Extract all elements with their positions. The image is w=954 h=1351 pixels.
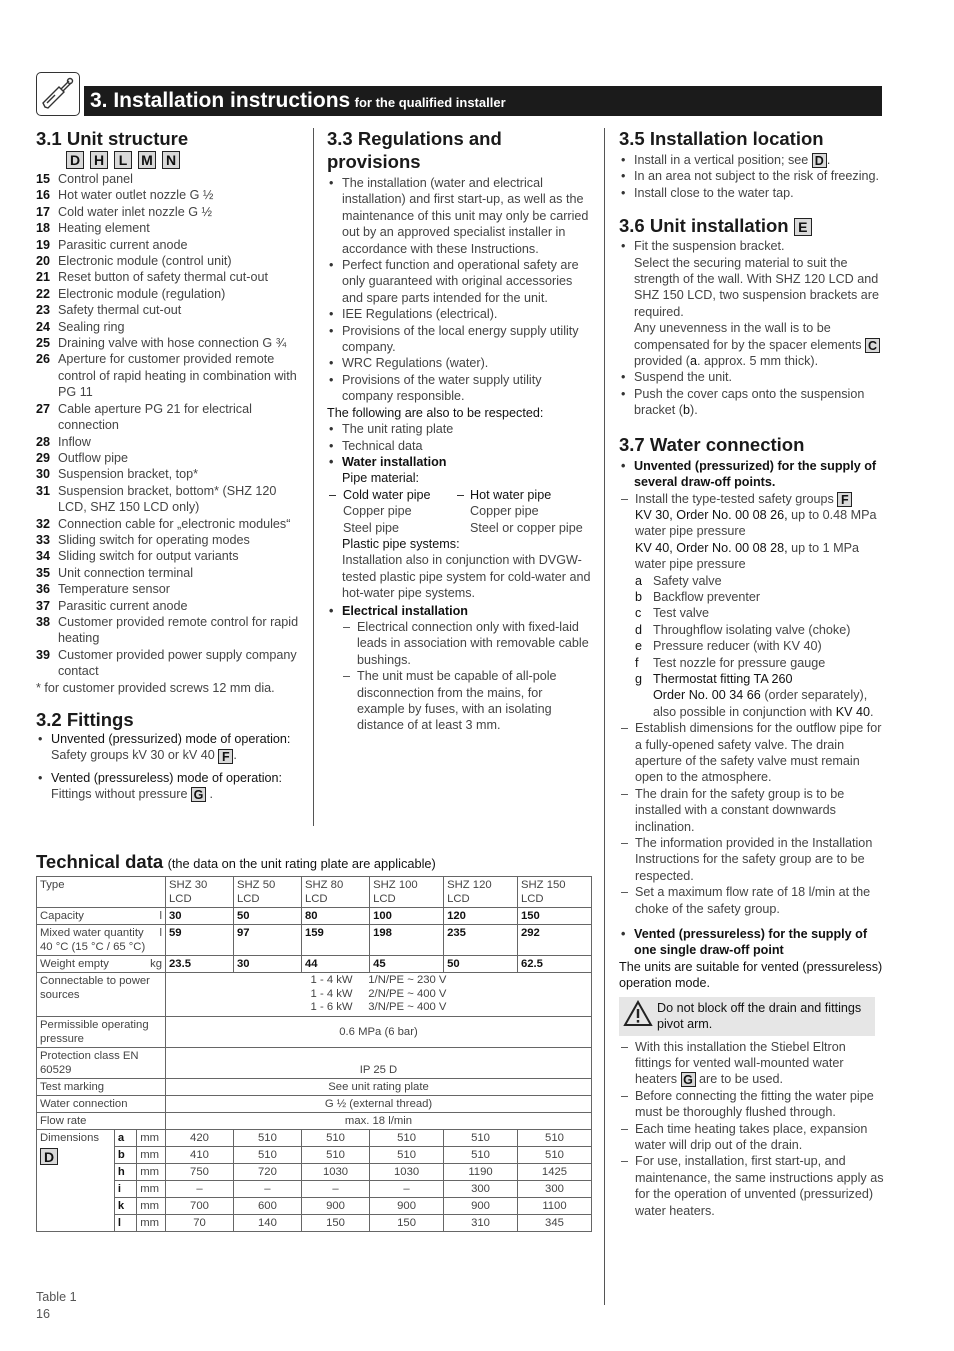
- warning-box: [619, 997, 875, 1036]
- figure-tag: L: [114, 151, 132, 169]
- list-item: • The unit rating plate: [327, 421, 592, 437]
- cold-water-heading: Cold water pipe: [343, 487, 431, 502]
- table-row: Permissible operating pressure 0.6 MPa (6 bar): [37, 1016, 592, 1047]
- section-3-3: [327, 127, 592, 734]
- electrical-dash-list: [327, 619, 592, 734]
- list-item: • WRC Regulations (water).: [327, 355, 592, 371]
- list-item: 36 Temperature sensor: [36, 582, 170, 597]
- list-item: – Establish dimensions for the outflow pipe for a fully-opened safety valve. The drain aperture of the safety valve must remain open to the atmosphere.: [619, 720, 884, 786]
- list-item: 25 Draining valve with hose connection G ¾: [36, 336, 287, 351]
- letter-list: a Safety valve b Backflow preventer c Test valve d Throughflow isolating valve (choke) e Pressure reducer (with KV 40) f Test nozzle for pressure gauge g Thermostat fitting TA 260 Order No. 00 34 66 (order separately), also possible in conjunction with KV 40.: [635, 573, 874, 719]
- cold-pipe-1: Copper pipe: [343, 504, 412, 519]
- table-row: i mm – – – – 300 300: [37, 1180, 592, 1197]
- warning-text: Do not block off the drain and fittings pivot arm.: [657, 1000, 862, 1032]
- list-item: 35 Unit connection terminal: [36, 565, 194, 580]
- table-row: Capacity l 30 50 80 100 120 150: [37, 908, 592, 925]
- electrical-list: [327, 603, 592, 619]
- table-row: k mm 700 600 900 900 900 1100: [37, 1197, 592, 1214]
- figure-tag: D: [66, 151, 84, 169]
- figure-tags: [66, 151, 306, 169]
- list-item: – Set a maximum flow rate of 18 l/min at the choke of the safety group.: [619, 884, 884, 917]
- fittings-list: [36, 731, 306, 803]
- page-title: 3. Installation instructions: [90, 89, 351, 112]
- list-item: 23 Safety thermal cut-out: [36, 303, 182, 318]
- list-item: 33 Sliding switch for operating modes: [36, 532, 250, 547]
- respect-list: [327, 421, 592, 470]
- list-item: • Provisions of the water supply utility company responsible.: [327, 372, 592, 405]
- unit-installation-heading: 3.6 Unit installation E: [619, 214, 884, 237]
- page-subtitle: for the qualified installer: [354, 95, 506, 110]
- installation-location-heading: 3.5 Installation location: [619, 128, 824, 149]
- figure-tag: N: [162, 151, 180, 169]
- table-caption: Table 1: [36, 1290, 77, 1304]
- list-item: 30 Suspension bracket, top*: [36, 467, 199, 482]
- list-item: • Electrical installation: [327, 603, 592, 619]
- list-item: • Fit the suspension bracket. Select the securing material to suit the strength of the wall. With SHZ 120 LCD and SHZ 150 LCD, two suspension brackets are required. Any unevenness in the wall is to be compensated for by the spacer elements C provided (a. approx. 5 mm thick).: [619, 238, 884, 369]
- list-item: • Suspend the unit.: [619, 369, 884, 385]
- figure-tag: H: [90, 151, 108, 169]
- table-row: Mixed water quantity 40 °C (15 °C / 65 °C) l 59 97 159 198 235 292: [37, 925, 592, 956]
- plastic-label: Plastic pipe systems:: [342, 536, 460, 551]
- table-row: h mm 750 720 1030 1030 1190 1425: [37, 1163, 592, 1180]
- list-item: 21 Reset button of safety thermal cut-out: [36, 270, 269, 285]
- unit-structure-heading: 3.1 Unit structure: [36, 128, 189, 149]
- water-connection-heading: 3.7 Water connection: [619, 433, 805, 455]
- list-item: – For use, installation, first start-up, and maintenance, the same instructions apply as for the operation of unvented (pressurized) water heaters.: [619, 1153, 884, 1219]
- vented-dash-list: [619, 1039, 884, 1219]
- table-row: Flow rate max. 18 l/min: [37, 1112, 592, 1129]
- list-item: 20 Electronic module (control unit): [36, 254, 232, 269]
- list-item: – Electrical connection only with fixed-laid leads in association with removable cable bushings.: [341, 619, 592, 668]
- figure-tag: G: [681, 1072, 696, 1087]
- list-item: • In an area not subject to the risk of freezing.: [619, 168, 884, 184]
- plastic-text: Installation also in conjunction with DVGW-tested plastic pipe system for cold-water and hot-water pipe systems.: [342, 553, 591, 601]
- list-item: – The unit must be capable of all-pole disconnection from the mains, for example by fuses, with an isolating distance of at least 3 mm.: [341, 668, 592, 734]
- table-row: Dimensions D a mm 420 510 510 510 510 510: [37, 1129, 592, 1146]
- column-divider: [313, 128, 314, 826]
- list-item: • The installation (water and electrical installation) and first start-up, as well as the maintenance of this unit may only be carried out by an approved specialist installer in accordance with these Instructions.: [327, 175, 592, 257]
- figure-tag: F: [837, 492, 852, 507]
- unvented-list: [619, 491, 884, 918]
- cold-pipe-2: Steel pipe: [343, 520, 400, 535]
- figure-tag: F: [218, 749, 233, 764]
- figure-tag: D: [40, 1148, 58, 1165]
- list-item: 17 Cold water inlet nozzle G ½: [36, 204, 212, 219]
- list-item: 19 Parasitic current anode: [36, 237, 188, 252]
- list-item: • Unvented (pressurized) mode of operation: Safety groups kV 30 or kV 40 F .: [36, 731, 306, 764]
- list-item: 16 Hot water outlet nozzle G ½: [36, 188, 214, 203]
- following-text: The following are also to be respected:: [327, 405, 544, 420]
- figure-tag: E: [794, 218, 812, 236]
- list-item: • Install in a vertical position; see D .: [619, 152, 884, 168]
- list-item: – The information provided in the Installation Instructions for the safety group are to be respected.: [619, 835, 884, 884]
- page-number: 16: [36, 1307, 51, 1321]
- regulations-heading: 3.3 Regulations and provisions: [327, 128, 502, 172]
- section-3-1: [36, 127, 306, 803]
- footnote: * for customer provided screws 12 mm dia.: [36, 680, 275, 695]
- list-item: 34 Sliding switch for output variants: [36, 549, 239, 564]
- list-item: • Technical data: [327, 438, 592, 454]
- list-item: • Install close to the water tap.: [619, 185, 884, 201]
- table-row: Protection class EN 60529 IP 25 D: [37, 1047, 592, 1078]
- section-title-bar: [84, 86, 882, 116]
- figure-tag: G: [191, 787, 206, 802]
- list-item: 31 Suspension bracket, bottom* (SHZ 120 LCD, SHZ 150 LCD only): [36, 483, 277, 515]
- list-item: 18 Heating element: [36, 221, 150, 236]
- list-item: 22 Electronic module (regulation): [36, 286, 226, 301]
- fittings-heading: 3.2 Fittings: [36, 709, 134, 730]
- list-item: • Perfect function and operational safety are only guaranteed with original accessories and spare parts intended for the unit.: [327, 257, 592, 306]
- table-row: Water connection G ½ (external thread): [37, 1095, 592, 1112]
- figure-tag: M: [138, 151, 156, 169]
- water-connection-list: [619, 458, 884, 491]
- list-item: • Vented (pressureless) for the supply of one single draw-off point: [619, 926, 884, 959]
- list-item: 27 Cable aperture PG 21 for electrical connection: [36, 401, 252, 433]
- list-item: – Install the type-tested safety groups F KV 30, Order No. 00 08 26, up to 0.48 MPa water pipe pressure KV 40, Order No. 00 08 28, up to 1 MPa water pipe pressure a Safety valve b Backflow preventer c Test valve d Throughflow isolating valve (choke) e Pressure reducer (with KV 40) f Test nozzle for pressure gauge g Thermostat fitting TA 260 Order No. 00 34 66 (order separately), also possible in conjunction with KV 40.: [619, 491, 884, 721]
- list-item: • Water installation: [327, 454, 592, 470]
- table-row: l mm 70 140 150 150 310 345: [37, 1214, 592, 1231]
- hot-water-heading: Hot water pipe: [470, 487, 552, 502]
- vented-list: [619, 926, 884, 959]
- vented-text: The units are suitable for vented (pressureless) operation mode.: [619, 959, 883, 991]
- hot-pipe-2: Steel or copper pipe: [470, 520, 583, 535]
- list-item: 15 Control panel: [36, 172, 133, 186]
- installation-list: [619, 238, 884, 418]
- unit-structure-list: [36, 171, 306, 680]
- pipe-table: – Cold water pipe Copper pipe Steel pipe – Hot water pipe Copper pipe Steel or copper pipe: [329, 487, 583, 535]
- list-item: • Push the cover caps onto the suspension bracket (b).: [619, 386, 884, 419]
- warning-icon: [623, 1000, 653, 1027]
- table-row: b mm 410 510 510 510 510 510: [37, 1146, 592, 1163]
- pipe-material-label: Pipe material:: [342, 471, 419, 486]
- figure-tag: C: [865, 338, 880, 353]
- section-3-5: [619, 127, 884, 1219]
- screwdriver-icon: [36, 72, 80, 116]
- list-item: 38 Customer provided remote control for rapid heating: [36, 614, 299, 646]
- list-item: – Each time heating takes place, expansion water will drip out of the drain.: [619, 1121, 884, 1154]
- list-item: • IEE Regulations (electrical).: [327, 306, 592, 322]
- table-row: Type SHZ 30 LCD SHZ 50 LCD SHZ 80 LCD SHZ 100 LCD SHZ 120 LCD SHZ 150 LCD: [37, 877, 592, 908]
- table-row: Test marking See unit rating plate: [37, 1078, 592, 1095]
- technical-data-heading: Technical data (the data on the unit rating plate are applicable): [36, 851, 436, 872]
- list-item: – Before connecting the fitting the water pipe must be thoroughly flushed through.: [619, 1088, 884, 1121]
- regulations-list: [327, 175, 592, 405]
- list-item: 32 Connection cable for „electronic modules“: [36, 516, 291, 531]
- table-row: Weight empty kg 23.5 30 44 45 50 62.5: [37, 956, 592, 973]
- list-item: 37 Parasitic current anode: [36, 598, 188, 613]
- list-item: 26 Aperture for customer provided remote control of rapid heating in combination with PG 11: [36, 352, 297, 400]
- list-item: 24 Sealing ring: [36, 319, 125, 334]
- list-item: 39 Customer provided power supply company contact: [36, 647, 297, 679]
- hot-pipe-1: Copper pipe: [470, 504, 539, 519]
- list-item: • Unvented (pressurized) for the supply of several draw-off points.: [619, 458, 884, 491]
- table-row: Connectable to power sources 1 - 4 kW 1/N/PE ~ 230 V 1 - 4 kW 2/N/PE ~ 400 V 1 - 6 kW 3/N/PE ~ 400 V: [37, 973, 592, 1017]
- list-item: • Provisions of the local energy supply utility company.: [327, 323, 592, 356]
- list-item: 28 Inflow: [36, 434, 91, 449]
- list-item: 29 Outflow pipe: [36, 450, 129, 465]
- column-divider: [604, 128, 605, 1305]
- figure-tag: D: [812, 153, 827, 168]
- technical-data-table: [36, 876, 592, 1232]
- list-item: • Vented (pressureless) mode of operation: Fittings without pressure G .: [36, 770, 306, 803]
- list-item: – With this installation the Stiebel Eltron fittings for vented wall-mounted water heaters G are to be used.: [619, 1039, 884, 1088]
- location-list: [619, 152, 884, 201]
- list-item: – The drain for the safety group is to be installed with a constant downwards inclination.: [619, 786, 884, 835]
